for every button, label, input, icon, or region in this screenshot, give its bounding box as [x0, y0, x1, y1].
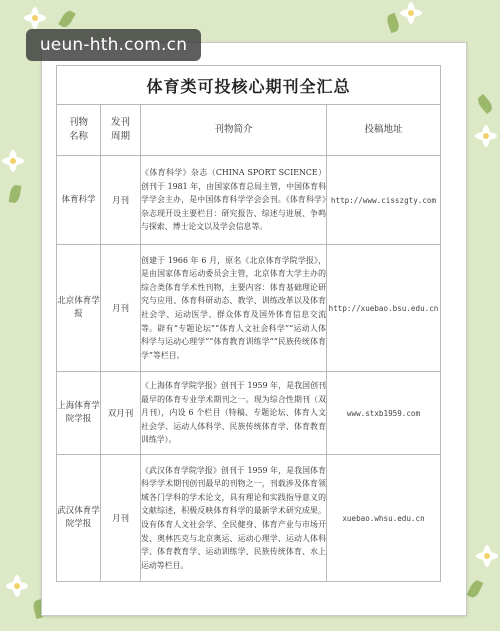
header-name — [57, 105, 101, 156]
leaf-icon — [58, 9, 76, 30]
table-row — [57, 372, 441, 455]
flower-icon — [475, 125, 497, 147]
header-name-line1: 刊物 — [68, 117, 88, 128]
table-row — [57, 156, 441, 245]
submission-url: http://xuebao.bsu.edu.cn — [327, 245, 441, 372]
journal-name: 体育科学 — [57, 156, 101, 245]
journal-frequency: 月刊 — [101, 245, 141, 372]
journal-frequency: 月刊 — [101, 455, 141, 582]
submission-url: xuebao.whsu.edu.cn — [327, 455, 441, 582]
table-header-row — [57, 105, 441, 156]
journal-frequency: 月刊 — [101, 156, 141, 245]
flower-icon — [24, 7, 46, 29]
header-name-line2: 名称 — [68, 131, 88, 142]
leaf-icon — [9, 184, 22, 203]
journal-frequency: 双月刊 — [101, 372, 141, 455]
leaf-icon — [475, 94, 494, 114]
journal-name: 上海体育学院学报 — [57, 372, 101, 455]
flower-icon — [6, 575, 28, 597]
journal-name: 北京体育学报 — [57, 245, 101, 372]
header-description: 刊物简介 — [141, 105, 327, 156]
submission-url: www.stxb1959.com — [327, 372, 441, 455]
header-freq-line1: 发刊 — [110, 117, 130, 128]
header-frequency — [101, 105, 141, 156]
table-row — [57, 245, 441, 372]
document-sheet — [41, 42, 467, 616]
watermark: ueun-hth.com.cn — [26, 29, 201, 61]
flower-icon — [476, 545, 498, 567]
leaf-icon — [467, 579, 484, 600]
submission-url: http://www.cisszgty.com — [327, 156, 441, 245]
leaf-icon — [385, 13, 401, 33]
table-title: 体育类可投核心期刊全汇总 — [57, 66, 441, 105]
journal-table — [56, 65, 441, 582]
journal-description: 创建于 1966 年 6 月，原名《北京体育学院学报》，是由国家体育运动委员会主管，北京体育大学主办的综合类体育学术性刊物，主要内容：体育基础理论研究与应用、体育科研动态、教学、训练改革以及体育社会学、运动医学、群众体育及国外体育信息交流等。辟有“专题论坛”“体育人文社会科学”“运动人体科学与运动心理学”“体育教育训练学”“民族传统体育学”等栏目。 — [141, 245, 327, 372]
table-row — [57, 455, 441, 582]
journal-description: 《体育科学》杂志（CHINA SPORT SCIENCE）创刊于 1981 年，由国家体育总局主管，中国体育科学学会主办，是中国体育科学学会会刊。《体育科学》杂志现开设主要栏目：研究报告、综述与进展、争鸣与探索、博士论文以及学会信息等。 — [141, 156, 327, 245]
journal-description: 《武汉体育学院学报》创刊于 1959 年，是我国体育科学学术期刊创刊最早的刊物之一，刊载涉及体育领域各门学科的学术论文，具有理论和实践指导意义的文献综述，积极反映体育科学的最新学术研究成果。设有体育人文社会学、全民健身、体育产业与市场开发、奥林匹克与北京奥运、运动心理学、运动人体科学、体育教育学、运动训练学、民族传统体育、水上运动等栏目。 — [141, 455, 327, 582]
header-freq-line2: 周期 — [110, 131, 130, 142]
flower-icon — [400, 2, 422, 24]
flower-icon — [2, 150, 24, 172]
journal-description: 《上海体育学院学报》创刊于 1959 年，是我国创刊最早的体育专业学术期刊之一。现为综合性期刊（双月刊），内设 6 个栏目（特稿、专题论坛、体育人文社会学、运动人体科学、民族传统体育学、体育教育训练学）。 — [141, 372, 327, 455]
journal-name: 武汉体育学院学报 — [57, 455, 101, 582]
header-submission-url: 投稿地址 — [327, 105, 441, 156]
